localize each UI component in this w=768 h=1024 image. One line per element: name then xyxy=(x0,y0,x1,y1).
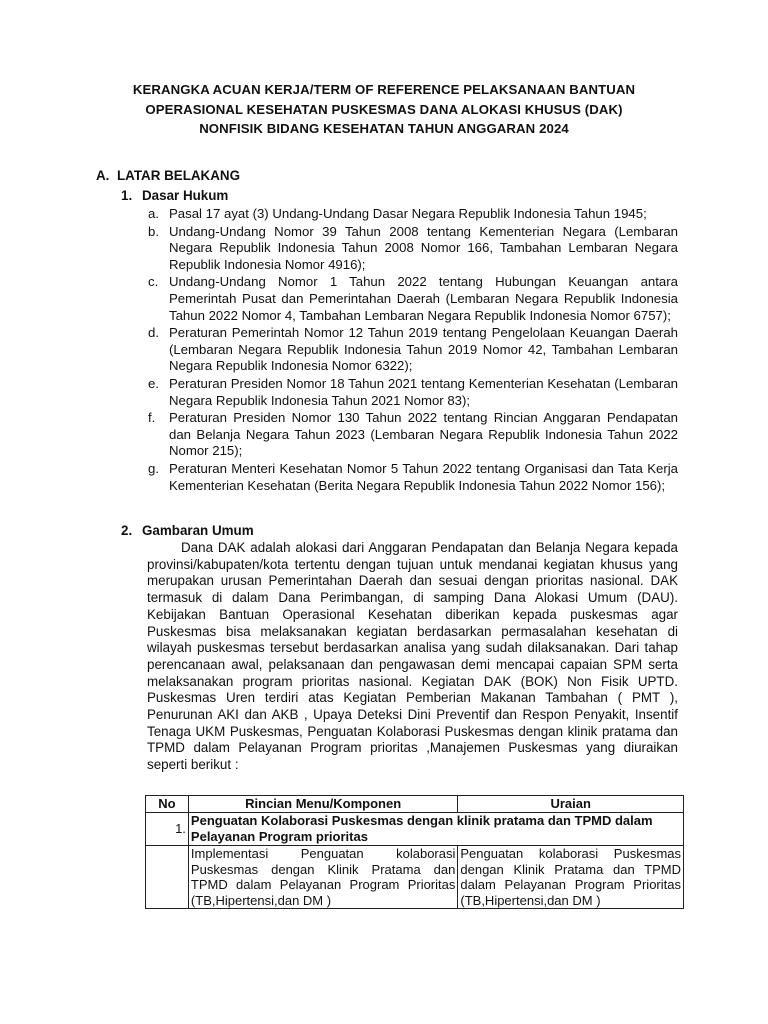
list-item xyxy=(148,224,678,274)
group-title: Penguatan Kolaborasi Puskesmas dengan klinik pratama dan TPMD dalam Pelayanan Program prioritas xyxy=(188,813,683,846)
column-header-component: Rincian Menu/Komponen xyxy=(188,796,457,813)
list-letter: c. xyxy=(148,274,159,290)
overview-text: Dana DAK adalah alokasi dari Anggaran Pendapatan dan Belanja Negara kepada provinsi/kabupaten/kota tertentu dengan tujuan untuk mendanai kegiatan khusus yang merupakan urusan Pemerintahan Daerah dan sesuai dengan prioritas nasional. DAK termasuk di dalam Dana Perimbangan, di samping Dana Alokasi Umum (DAU). Kebijakan Bantuan Operasional Kesehatan diberikan kepada puskesmas agar Puskesmas bisa melaksanakan kegiatan berdasarkan permasalahan kesehatan di wilayah puskesmas tersebut berdasarkan analisa yang sudah dilaksanakan. Dari tahap perencanaan awal, pelaksanaan dan pengawasan demi mencapai capaian SPM serta melaksanakan program prioritas nasional. Kegiatan DAK (BOK) Non Fisik UPTD. Puskesmas Uren terdiri atas Kegiatan Pemberian Makanan Tambahan ( PMT ), Penurunan AKI dan AKB , Upaya Deteksi Dini Preventif dan Respon Penyakit, Insentif Tenaga UKM Puskesmas, Penguatan Kolaborasi Puskesmas dengan klinik pratama dan TPMD dalam Pelayanan Program prioritas ,Manajemen Puskesmas yang diuraikan seperti berikut : xyxy=(147,540,678,773)
overview-paragraph xyxy=(147,540,678,774)
list-item xyxy=(148,461,678,494)
title-line: KERANGKA ACUAN KERJA/TERM OF REFERENCE PELAKSANAAN BANTUAN xyxy=(132,82,636,97)
list-text: Peraturan Menteri Kesehatan Nomor 5 Tahun 2022 tentang Organisasi dan Tata Kerja Kementerian Kesehatan (Berita Negara Republik Indonesia Tahun 2022 Nomor 156); xyxy=(169,460,678,493)
table-group-row xyxy=(146,813,684,846)
list-letter: g. xyxy=(148,460,159,476)
list-text: Peraturan Pemerintah Nomor 12 Tahun 2019 tentang Pengelolaan Keuangan Daerah (Lembaran Negara Republik Indonesia Tahun 2019 Nomor 42, Tambahan Lembaran Negara Republik Indonesia Nomor 6322); xyxy=(169,325,678,374)
title-line: OPERASIONAL KESEHATAN PUSKESMAS DANA ALOKASI KHUSUS (DAK) xyxy=(145,101,623,117)
list-text: Undang-Undang Nomor 1 Tahun 2022 tentang Hubungan Keuangan antara Pemerintah Pusat dan Pemerintahan Daerah (Lembaran Negara Republik Indonesia Tahun 2022 Nomor 4, Tambahan Lembaran Negara Republik Indonesia Nomor 6757); xyxy=(169,274,678,323)
section-title: LATAR BELAKANG xyxy=(117,168,240,183)
list-letter: b. xyxy=(148,223,159,239)
list-letter: d. xyxy=(148,325,159,341)
subsection-title: Gambaran Umum xyxy=(142,523,254,538)
subsection-number: 1. xyxy=(121,188,133,203)
list-text: Pasal 17 ayat (3) Undang-Undang Dasar Negara Republik Indonesia Tahun 1945; xyxy=(169,206,647,221)
subsection-title: Dasar Hukum xyxy=(142,188,229,203)
list-letter: f. xyxy=(148,410,156,426)
list-letter: e. xyxy=(148,375,159,391)
list-item xyxy=(148,206,678,223)
list-letter: a. xyxy=(148,206,159,221)
column-header-no: No xyxy=(146,796,189,813)
document-title xyxy=(80,80,688,139)
title-line: NONFISIK BIDANG KESEHATAN TAHUN ANGGARAN 2024 xyxy=(199,121,569,136)
row-number: 1. xyxy=(146,813,189,846)
subsection-number: 2. xyxy=(121,523,133,538)
component-cell: Implementasi Penguatan kolaborasi Puskesmas dengan Klinik Pratama dan TPMD dalam Pelayanan Program Prioritas (TB,Hipertensi,dan DM ) xyxy=(188,846,457,909)
table-header-row xyxy=(146,796,684,813)
list-item xyxy=(148,376,678,409)
table-row xyxy=(146,846,684,909)
list-text: Peraturan Presiden Nomor 130 Tahun 2022 tentang Rincian Anggaran Pendapatan dan Belanja Negara Tahun 2023 (Lembaran Negara Republik Indonesia Tahun 2022 Nomor 215); xyxy=(169,410,678,459)
description-cell: Penguatan kolaborasi Puskesmas dengan Klinik Pratama dan TPMD dalam Pelayanan Program Prioritas (TB,Hipertensi,dan DM ) xyxy=(458,846,684,909)
list-item xyxy=(148,325,678,375)
list-text: Peraturan Presiden Nomor 18 Tahun 2021 tentang Kementerian Kesehatan (Lembaran Negara Republik Indonesia Tahun 2021 Nomor 83); xyxy=(169,375,678,408)
list-item xyxy=(148,274,678,324)
section-heading xyxy=(96,168,240,183)
section-number: A. xyxy=(96,168,110,183)
column-header-description: Uraian xyxy=(458,796,684,813)
row-number xyxy=(146,846,189,909)
subsection-heading xyxy=(121,523,254,538)
legal-basis-list xyxy=(148,206,678,495)
subsection-heading xyxy=(121,188,228,203)
activity-table xyxy=(145,795,684,909)
list-item xyxy=(148,410,678,460)
list-text: Undang-Undang Nomor 39 Tahun 2008 tentang Kementerian Negara (Lembaran Negara Republik Indonesia Tahun 2008 Nomor 166, Tambahan Lembaran Negara Republik Indonesia Nomor 4916); xyxy=(169,223,678,272)
